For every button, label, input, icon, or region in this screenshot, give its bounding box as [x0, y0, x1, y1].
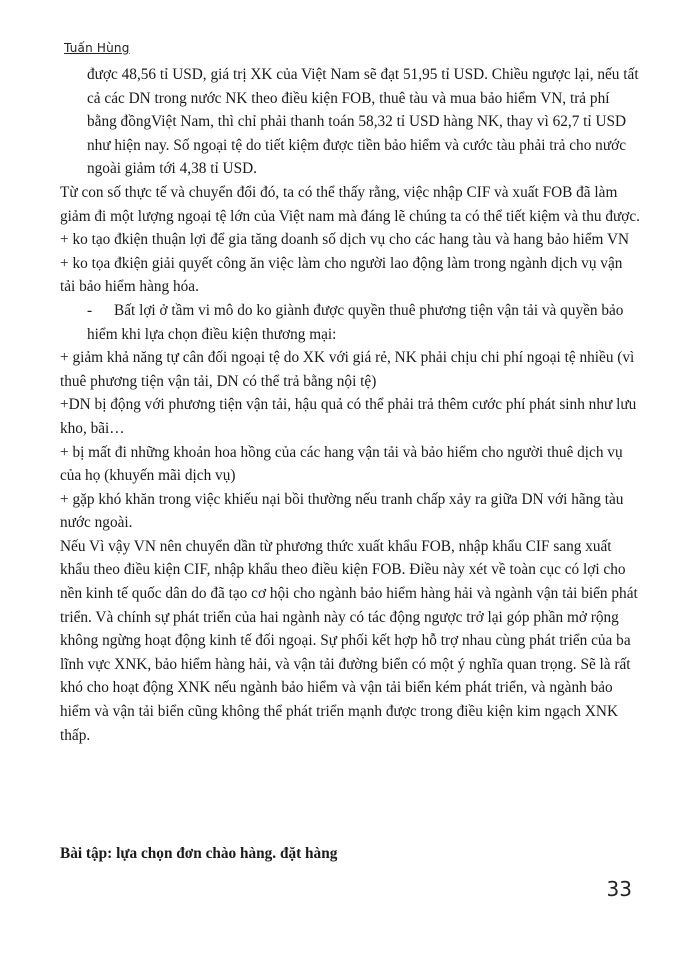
- dash-item-micro-disadvantage: [60, 299, 640, 346]
- header-author: Tuấn Hùng: [64, 41, 130, 55]
- bullet-passive-transport: +DN bị động với phương tiện vận tải, hậu quả có thể phải trả thêm cước phí phát sinh như lưu kho, bãi…: [60, 396, 637, 437]
- paragraph-recommendation: Nếu Vì vậy VN nên chuyển dần từ phương thức xuất khẩu FOB, nhập khẩu CIF sang xuất khẩu theo điều kiện CIF, nhập khẩu theo điều kiện FOB. Điều này xét về toàn cục có lợi cho nền kinh tế quốc dân do đã tạo cơ hội cho ngành bảo hiểm hàng hải và ngành vận tải biển phát triển. Và chính sự phát triển của hai ngành này có tác động ngược trở lại góp phần mở rộng không ngừng hoạt động kinh tế đối ngoại. Sự phối kết hợp hỗ trợ nhau cùng phát triển của ba lĩnh vực XNK, bảo hiểm hàng hải, và vận tải đường biển có một ý nghĩa quan trọng. Sẽ là rất khó cho hoạt động XNK nếu ngành bảo hiểm và vận tải biển kém phát triển, và ngành bảo hiểm và vận tải biển cũng không thể phát triển mạnh được trong điều kiện kim ngạch XNK thấp.: [60, 537, 638, 744]
- dash-item-text: Bất lợi ở tầm vi mô do ko giành được quyền thuê phương tiện vận tải và quyền bảo hiểm khi lựa chọn điều kiện thương mại:: [87, 301, 624, 343]
- bullet-claims-difficulty: + gặp khó khăn trong việc khiếu nại bồi thường nếu tranh chấp xảy ra giữa DN với hãng tàu nước ngoài.: [60, 490, 624, 532]
- paragraph-statistics: được 48,56 tỉ USD, giá trị XK của Việt Nam sẽ đạt 51,95 tỉ USD. Chiều ngược lại, nếu tất cả các DN trong nước NK theo điều kiện FOB, thuê tàu và mua bảo hiểm VN, trả phí bằng đồngViệt Nam, thì chỉ phải thanh toán 58,32 tỉ USD hàng NK, thay vì 62,7 tỉ USD như hiện nay. Số ngoại tệ do tiết kiệm được tiền bảo hiểm và cước tàu phải trả cho nước ngoài giảm tới 4,38 tỉ USD.: [87, 66, 639, 178]
- section-heading: Bài tập: lựa chọn đơn chào hàng. đặt hàng: [60, 845, 338, 862]
- page-number: 33: [606, 877, 632, 901]
- bullet-no-revenue: + ko tạo đkiện thuận lợi để gia tăng doanh số dịch vụ cho các hang tàu và hang bảo hiểm VN: [60, 231, 630, 249]
- bullet-currency-balance: + giảm khả năng tự cân đối ngoại tệ do XK với giá rẻ, NK phải chịu chi phí ngoại tệ nhiều (vì thuê phương tiện vận tải, DN có thể trả bằng nội tệ): [60, 349, 635, 390]
- dash-marker: -: [87, 301, 93, 319]
- paragraph-conclusion: Từ con số thực tế và chuyển đổi đó, ta có thể thấy rằng, việc nhập CIF và xuất FOB đã làm giảm đi một lượng ngoại tệ lớn của Việt nam mà đáng lẽ chúng ta có thể tiết kiệm và thu được.: [60, 183, 640, 225]
- bullet-no-employment: + ko tọa đkiện giải quyết công ăn việc làm cho người lao động làm trong ngành dịch vụ vận tải bảo hiểm hàng hóa.: [60, 254, 623, 296]
- bullet-lost-commission: + bị mất đi những khoản hoa hồng của các hang vận tải và bảo hiểm cho người thuê dịch vụ của họ (khuyến mãi dịch vụ): [60, 443, 623, 485]
- body-text: [60, 63, 640, 747]
